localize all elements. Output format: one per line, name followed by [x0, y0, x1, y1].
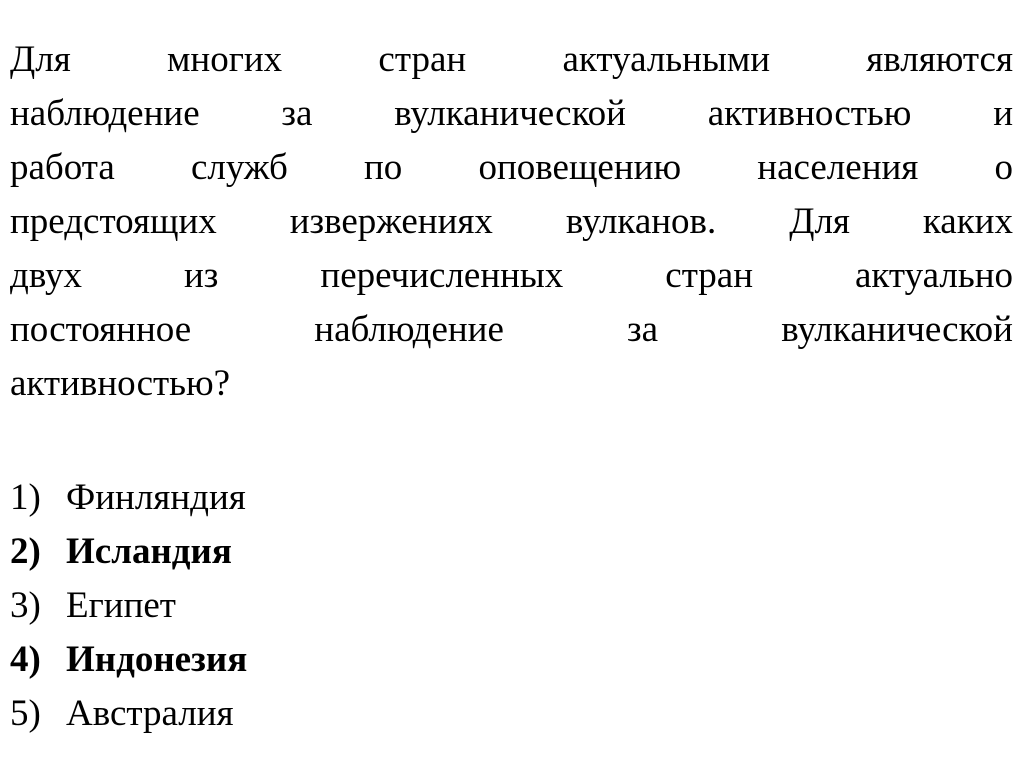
- question-line: постоянное наблюдение за вулканической: [10, 309, 1013, 350]
- question-text: [10, 33, 1013, 411]
- question-line: работа служб по оповещению населения о: [10, 147, 1013, 188]
- question-line: двух из перечисленных стран актуально: [10, 255, 1013, 296]
- option-text: Египет: [66, 585, 176, 626]
- option-number: 4): [10, 639, 41, 680]
- option-text: Индонезия: [66, 639, 248, 680]
- question-line: наблюдение за вулканической активностью и: [10, 93, 1013, 134]
- option-number: 5): [10, 693, 41, 734]
- answer-option-3: [10, 579, 710, 633]
- answer-option-5: [10, 687, 710, 741]
- option-text: Австралия: [66, 693, 234, 734]
- question-line: Для многих стран актуальными являются: [10, 39, 1013, 80]
- question-line: предстоящих извержениях вулканов. Для каких: [10, 201, 1013, 242]
- answer-option-1: [10, 471, 710, 525]
- option-text: Исландия: [66, 531, 232, 572]
- answer-options-list: [10, 471, 710, 741]
- option-number: 3): [10, 585, 41, 626]
- option-number: 2): [10, 531, 41, 572]
- answer-option-2: [10, 525, 710, 579]
- answer-option-4: [10, 633, 710, 687]
- option-number: 1): [10, 477, 41, 518]
- option-text: Финляндия: [66, 477, 246, 518]
- question-line: активностью?: [10, 363, 231, 404]
